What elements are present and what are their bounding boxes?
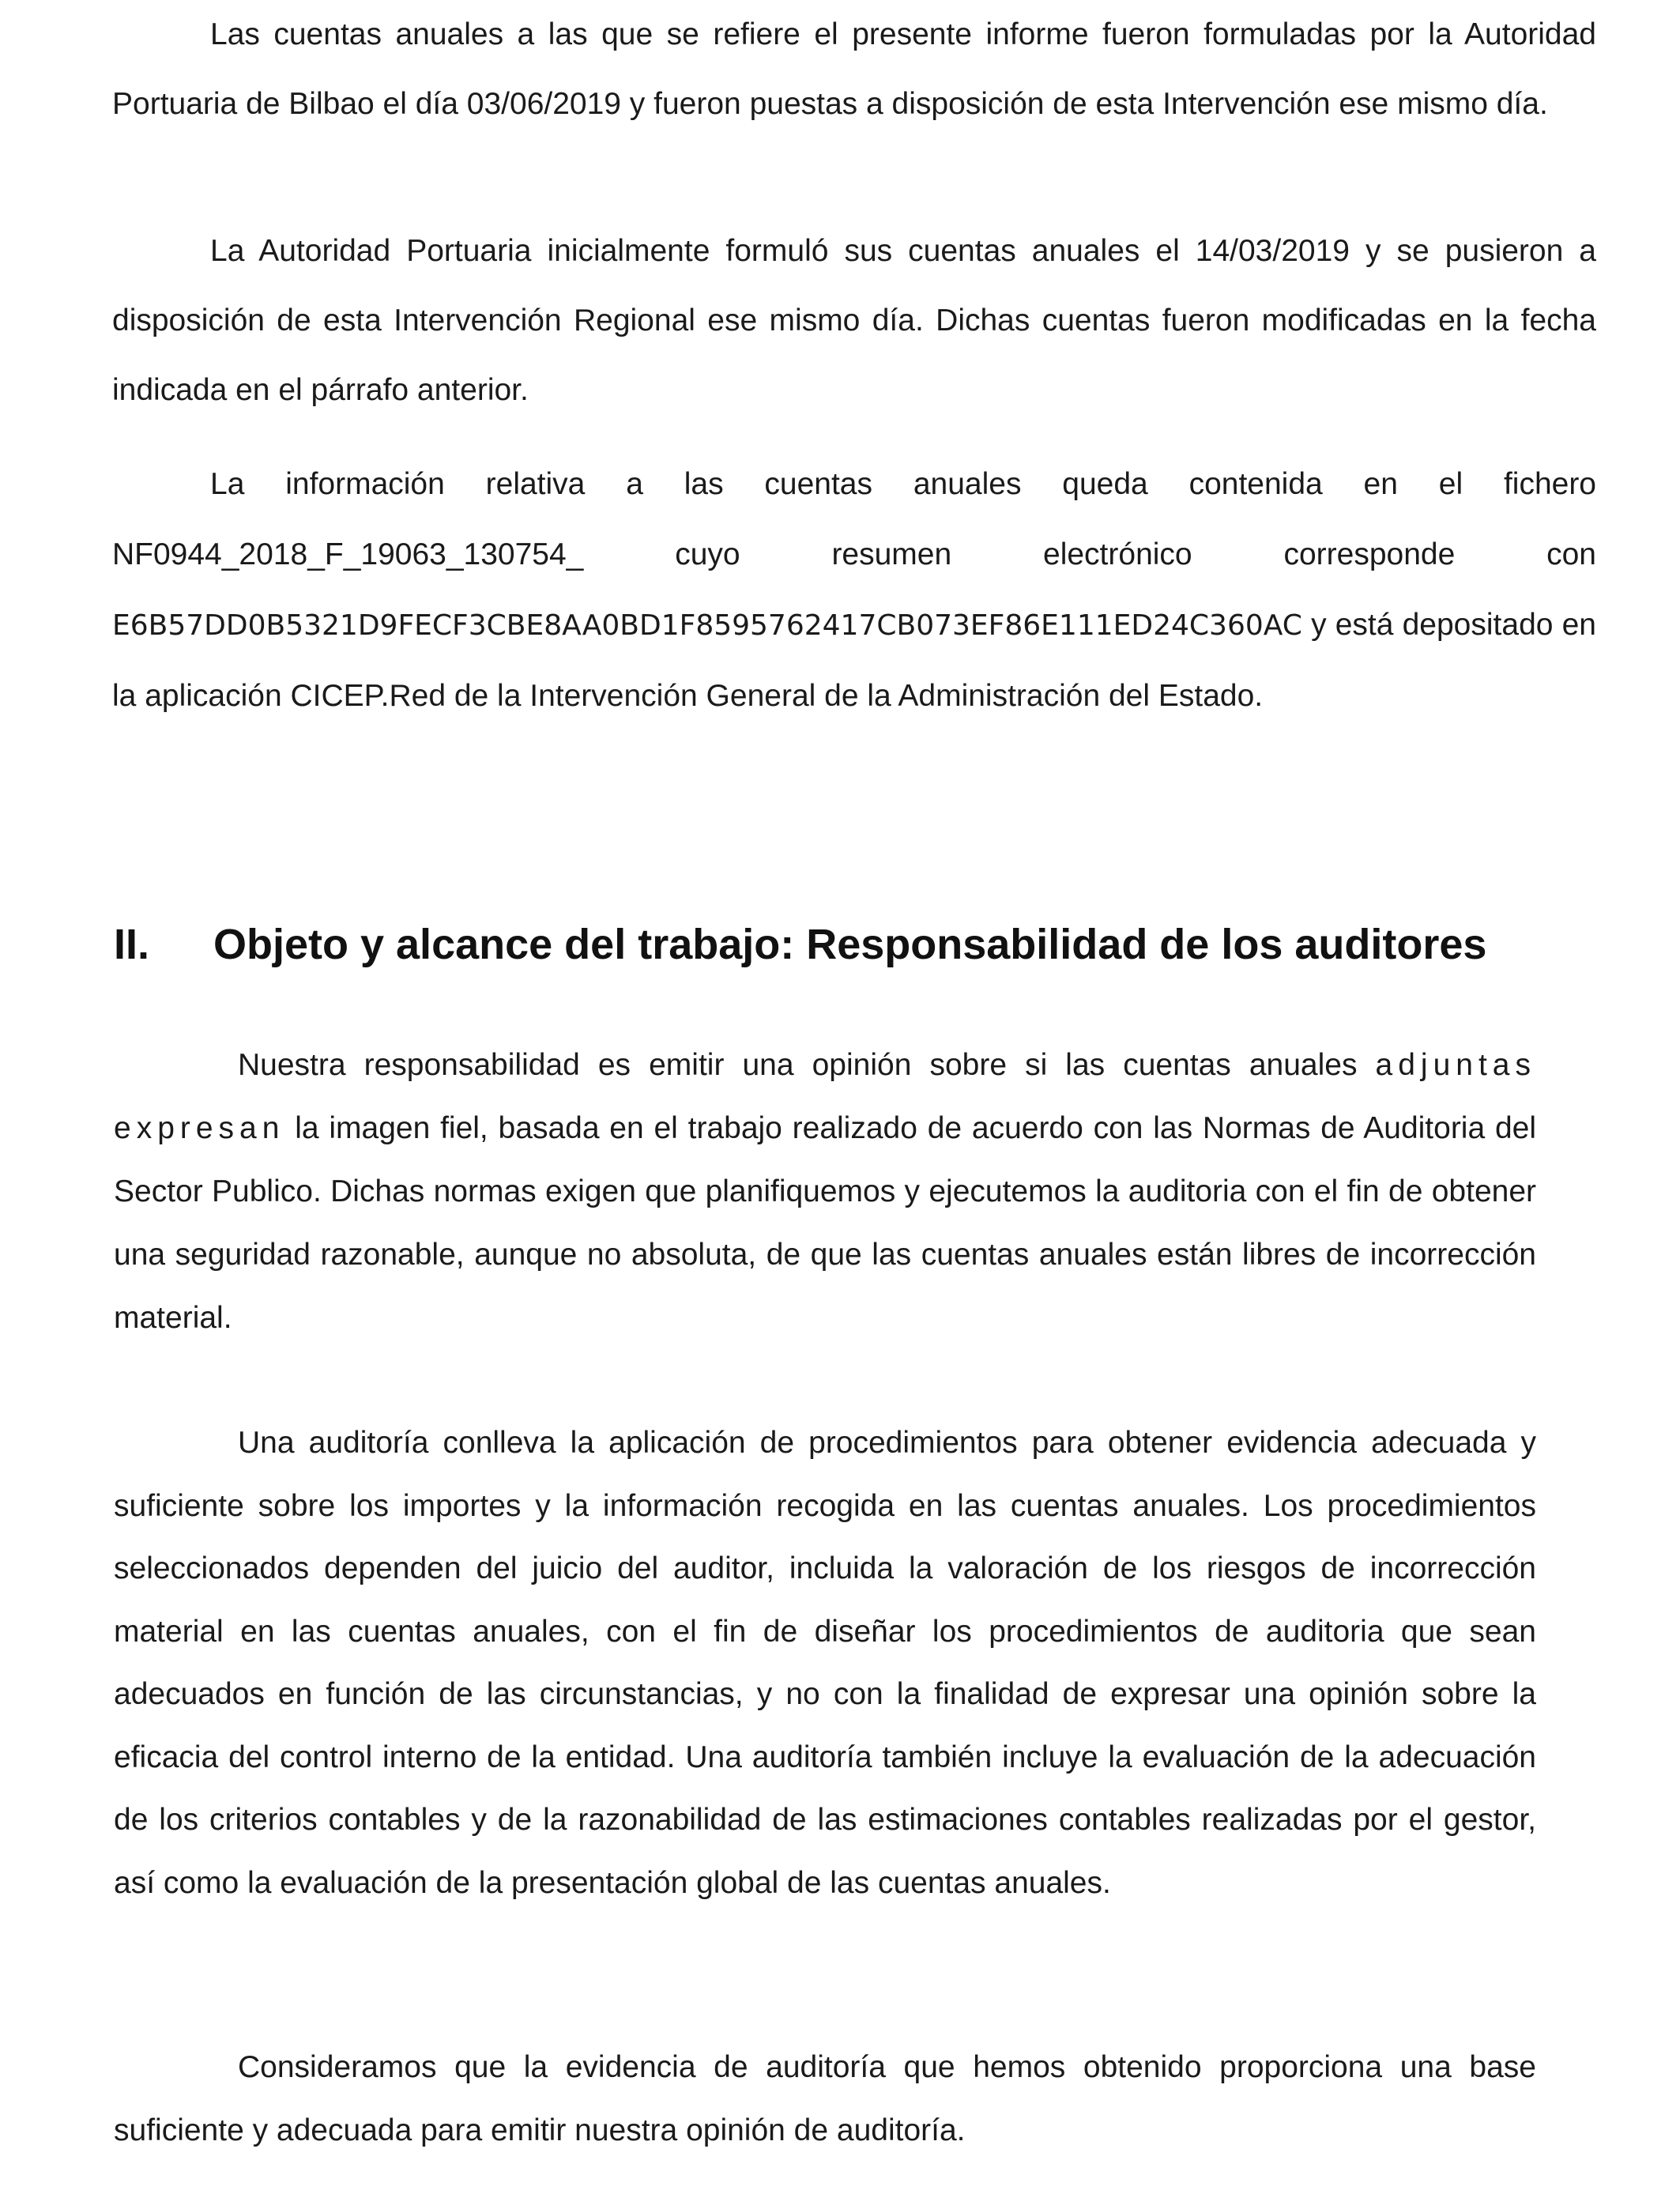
paragraph-fichero-cuentas	[112, 449, 1596, 731]
paragraph-text-start: Nuestra responsabilidad es emitir una opinión sobre si las cuentas anuales	[238, 1048, 1358, 1082]
paragraph-text: Las cuentas anuales a las que se refiere el presente informe fueron formuladas por la Autoridad Portuaria de Bilbao el día 03/06/2019 y fueron puestas a disposición de esta Intervención ese mismo día.	[112, 17, 1596, 121]
section-heading	[114, 913, 1584, 976]
section-title: Objeto y alcance del trabajo: Responsabilidad de los auditores	[213, 921, 1487, 968]
paragraph-procedimientos	[114, 1412, 1536, 1914]
section-number: II.	[114, 921, 150, 968]
spaced-words: adjuntas expresan	[114, 1048, 1536, 1145]
paragraph-responsabilidad	[114, 1034, 1536, 1350]
paragraph-text	[112, 449, 1596, 731]
paragraph-evidencia	[114, 2036, 1536, 2162]
paragraph-text-end: la imagen fiel, basada en el trabajo realizado de acuerdo con las Normas de Auditoria del Sector Publico. Dichas normas exigen que planifiquemos y ejecutemos la auditoria con el fin de obtener una seguridad razonable, aunque no absoluta, de que las cuentas anuales están libres de incorrección material.	[114, 1111, 1536, 1335]
paragraph-text	[114, 1034, 1536, 1350]
paragraph-cuentas-formuladas	[112, 0, 1596, 139]
paragraph-text-end: y está depositado en la aplicación CICEP.Red de la Intervención General de la Administración del Estado.	[112, 608, 1596, 713]
paragraph-text-start: La información relativa a las cuentas anuales queda contenida en el fichero NF0944_2018_F_19063_130754_ cuyo resumen electrónico corresponde con	[112, 467, 1596, 571]
paragraph-text: La Autoridad Portuaria inicialmente formuló sus cuentas anuales el 14/03/2019 y se pusieron a disposición de esta Intervención Regional ese mismo día. Dichas cuentas fueron modificadas en la fecha indicada en el párrafo anterior.	[112, 234, 1596, 407]
paragraph-text: Una auditoría conlleva la aplicación de procedimientos para obtener evidencia adecuada y suficiente sobre los importes y la información recogida en las cuentas anuales. Los procedimientos seleccionados dependen del juicio del auditor, incluida la valoración de los riesgos de incorrección material en las cuentas anuales, con el fin de diseñar los procedimientos de auditoria que sean adecuados en función de las circunstancias, y no con la finalidad de expresar una opinión sobre la eficacia del control interno de la entidad. Una auditoría también incluye la evaluación de la adecuación de los criterios contables y de la razonabilidad de las estimaciones contables realizadas por el gestor, así como la evaluación de la presentación global de las cuentas anuales.	[114, 1426, 1536, 1900]
paragraph-text: Consideramos que la evidencia de auditoría que hemos obtenido proporciona una base suficiente y adecuada para emitir nuestra opinión de auditoría.	[114, 2050, 1536, 2147]
paragraph-formulacion-inicial	[112, 217, 1596, 425]
electronic-hash: E6B57DD0B5321D9FECF3CBE8AA0BD1F8595762417CB073EF86E111ED24C360AC	[112, 609, 1302, 642]
